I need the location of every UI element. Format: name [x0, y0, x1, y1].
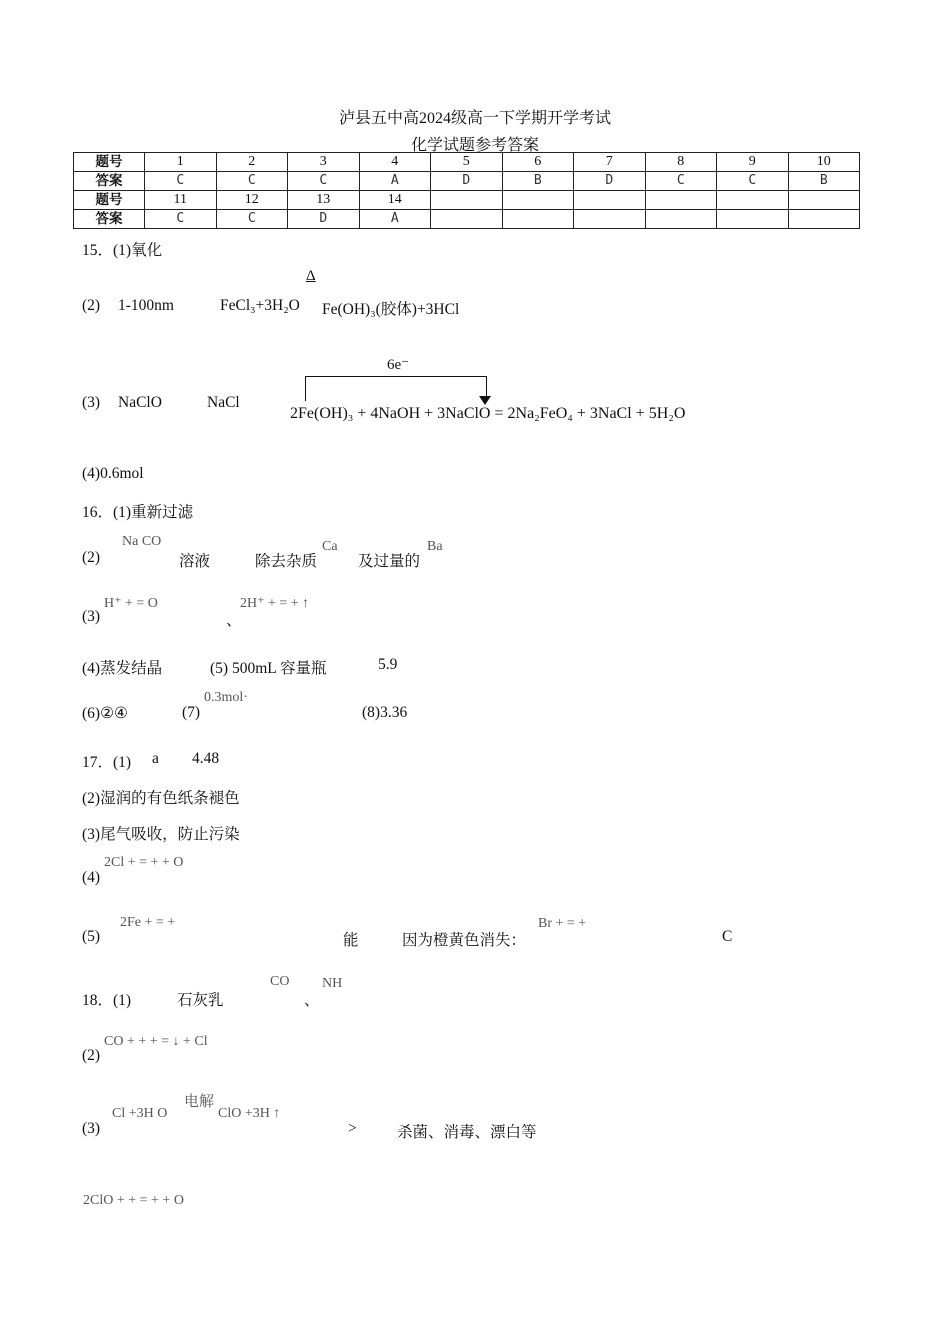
table-cell: [717, 210, 789, 229]
q18-electrolysis-condition: 电解: [184, 1094, 215, 1110]
q18-part1-reagent: 石灰乳: [177, 992, 224, 1009]
exam-title: 泸县五中高2024级高一下学期开学考试: [338, 110, 611, 127]
q15-part2-eq-left: FeCl₃+3H₂O: [220, 297, 300, 314]
q16-part6: (6)②④: [82, 705, 128, 722]
q16-part7-value: 0.3mol·: [204, 690, 248, 705]
table-cell: 14: [359, 191, 431, 210]
electron-transfer-bracket: [305, 376, 487, 401]
table-row-a1: [74, 172, 860, 191]
q17-part5-choice: C: [722, 928, 733, 945]
q17-part5-reason: 因为橙黄色消失：: [402, 932, 527, 949]
q17-part5-eq2: Br + = +: [538, 916, 587, 931]
q-label: 题号: [74, 191, 145, 210]
q15-part3-reduction-product: NaCl: [207, 394, 240, 411]
q17-part5-label: (5): [82, 928, 101, 945]
table-cell: D: [574, 172, 646, 191]
table-cell: [788, 191, 860, 210]
q16-part8: (8)3.36: [362, 704, 408, 721]
q16-purpose: 除去杂质: [255, 553, 318, 570]
table-cell: A: [359, 210, 431, 229]
q15-part2-label: (2): [82, 297, 101, 314]
answer-table: [73, 152, 860, 229]
table-cell: 10: [788, 153, 860, 172]
q15-part2-eq-right: Fe(OH)₃(胶体)+3HCl: [322, 301, 460, 318]
q17-part1-b: 4.48: [192, 750, 220, 767]
q16-part1: 16．(1)重新过滤: [82, 504, 194, 521]
table-cell: 4: [359, 153, 431, 172]
table-cell: C: [216, 210, 288, 229]
q18-part3-eq-left: Cl +3H O: [112, 1106, 168, 1121]
q15-part3-label: (3): [82, 394, 101, 411]
q18-part3-eq-right: ClO +3H ↑: [218, 1106, 281, 1121]
table-cell: [574, 191, 646, 210]
q17-part1-a: a: [152, 750, 159, 767]
q16-ion-ba: Ba: [427, 539, 443, 554]
q17-part5-eq: 2Fe + = +: [120, 915, 176, 930]
q16-part3-label: (3): [82, 608, 101, 625]
q18-ion-co: CO: [270, 974, 290, 989]
table-cell: A: [359, 172, 431, 191]
electron-transfer-label: 6e⁻: [387, 357, 410, 373]
table-cell: [788, 210, 860, 229]
q15-part1: 15．(1)氧化: [82, 242, 163, 259]
table-cell: [574, 210, 646, 229]
table-cell: 9: [717, 153, 789, 172]
table-cell: C: [145, 210, 217, 229]
a-label: 答案: [74, 210, 145, 229]
q16-ion-ca: Ca: [322, 539, 338, 554]
table-cell: 11: [145, 191, 217, 210]
table-cell: [645, 191, 717, 210]
q18-ion-nh: NH: [322, 976, 343, 991]
q18-part4-eq: 2ClO + + = + + O: [83, 1193, 184, 1208]
a-label: 答案: [74, 172, 145, 191]
arrow-down-icon: [479, 396, 491, 405]
q16-part7-label: (7): [182, 704, 201, 721]
answer-subtitle: 化学试题参考答案: [410, 137, 539, 154]
table-cell: C: [645, 172, 717, 191]
table-cell: [502, 191, 574, 210]
table-row-q1: [74, 153, 860, 172]
q16-solution: 溶液: [179, 553, 211, 570]
q17-part4-eq: 2Cl + = + + O: [104, 855, 184, 870]
table-cell: 5: [431, 153, 503, 172]
q16-eq1: H⁺ + = O: [104, 596, 158, 611]
q18-part3-label: (3): [82, 1120, 101, 1137]
table-cell: B: [788, 172, 860, 191]
q16-part2-label: (2): [82, 549, 101, 566]
q16-eq2: 2H⁺ + = + ↑: [240, 596, 310, 611]
table-cell: [431, 191, 503, 210]
q17-part4-label: (4): [82, 869, 101, 886]
table-cell: C: [145, 172, 217, 191]
table-cell: 6: [502, 153, 574, 172]
table-cell: 3: [288, 153, 360, 172]
q17-part5-can: 能: [343, 932, 359, 949]
q17-part3: (3)尾气吸收，防止污染: [82, 826, 240, 843]
q18-part2-label: (2): [82, 1047, 101, 1064]
q16-part4: (4)蒸发结晶: [82, 660, 163, 677]
table-cell: 12: [216, 191, 288, 210]
table-cell: 13: [288, 191, 360, 210]
table-cell: [645, 210, 717, 229]
table-cell: [502, 210, 574, 229]
q18-part3-gt: >: [348, 1120, 357, 1137]
q15-part4: (4)0.6mol: [82, 465, 144, 482]
table-cell: 7: [574, 153, 646, 172]
table-cell: D: [431, 172, 503, 191]
table-cell: 2: [216, 153, 288, 172]
q15-heat-condition: Δ: [306, 268, 316, 284]
q16-excess: 及过量的: [358, 553, 421, 570]
q15-redox-equation: 2Fe(OH)₃ + 4NaOH + 3NaClO = 2Na₂FeO₄ + 3NaCl + 5H₂O: [290, 405, 686, 422]
table-cell: C: [288, 172, 360, 191]
q15-part2-size: 1-100nm: [118, 297, 174, 314]
table-cell: C: [216, 172, 288, 191]
table-cell: [431, 210, 503, 229]
q17-part2: (2)湿润的有色纸条褪色: [82, 790, 240, 807]
table-cell: 1: [145, 153, 217, 172]
q15-part3-oxidant: NaClO: [118, 394, 162, 411]
q16-eq-separator: 、: [226, 612, 242, 629]
table-cell: C: [717, 172, 789, 191]
table-cell: [717, 191, 789, 210]
table-cell: 8: [645, 153, 717, 172]
q16-part5-mass: 5.9: [378, 656, 398, 673]
q17-part1: 17．(1): [82, 754, 132, 771]
q-label: 题号: [74, 153, 145, 172]
table-cell: D: [288, 210, 360, 229]
q18-part1: 18．(1): [82, 992, 132, 1009]
table-row-a2: [74, 210, 860, 229]
table-cell: B: [502, 172, 574, 191]
q18-sep: 、: [304, 992, 320, 1009]
q16-reagent: Na CO: [122, 534, 162, 549]
q16-part5: (5) 500mL 容量瓶: [210, 660, 327, 677]
q18-part3-use: 杀菌、消毒、漂白等: [397, 1124, 537, 1141]
table-row-q2: [74, 191, 860, 210]
q18-part2-eq: CO + + + = ↓ + Cl: [104, 1034, 208, 1049]
